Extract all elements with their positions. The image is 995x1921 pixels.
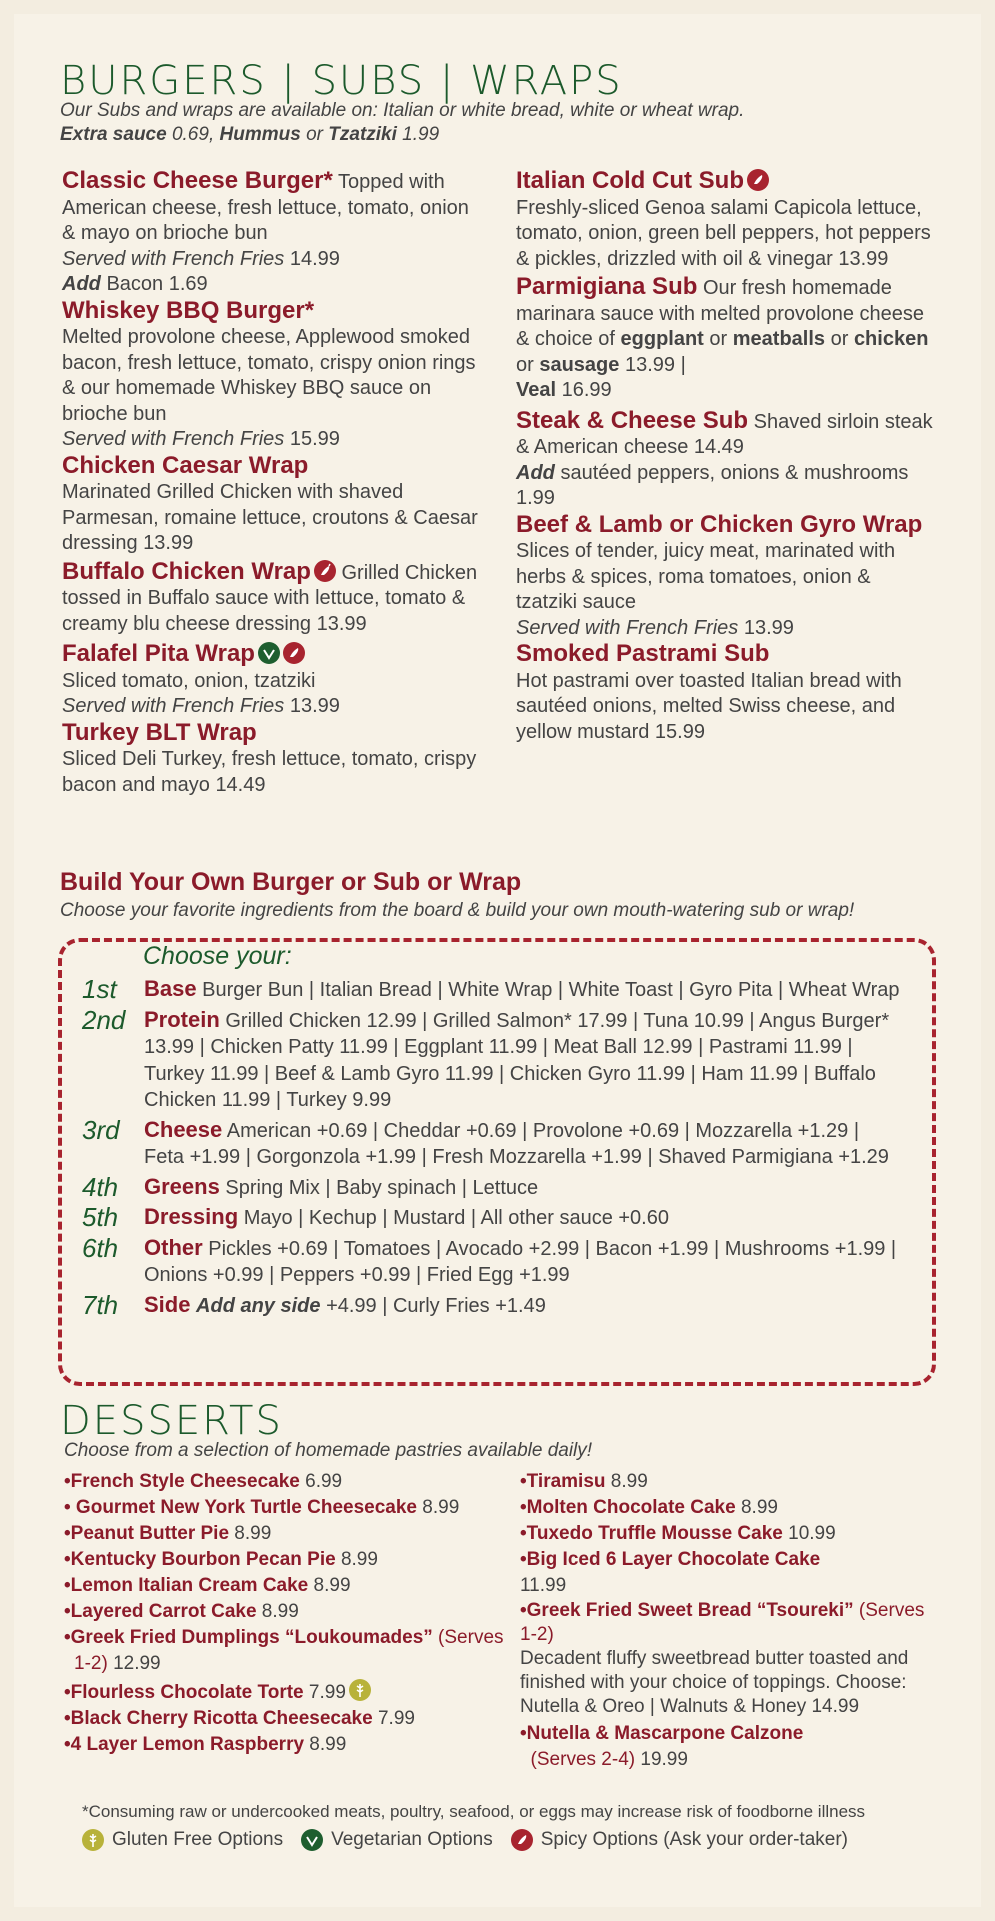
served-with: Served with French Fries	[62, 428, 285, 450]
burgers-subtitle: Our Subs and wraps are available on: Italian or white bread, white or wheat wrap.	[60, 100, 745, 121]
item-name: Turkey BLT Wrap	[62, 718, 257, 746]
or-text: or	[516, 353, 540, 376]
tzatziki-price: 1.99	[396, 124, 440, 145]
item-name: Buffalo Chicken Wrap	[62, 557, 311, 585]
item-name: Beef & Lamb or Chicken Gyro Wrap	[516, 510, 923, 538]
dessert-price: 19.99	[635, 1749, 688, 1770]
item-price: 13.99	[738, 616, 794, 639]
step-options: Spring Mix | Baby spinach | Lettuce	[219, 1176, 539, 1199]
step-number: 2nd	[82, 1004, 126, 1035]
menu-item-buffalo-chicken-wrap	[62, 559, 480, 638]
spicy-pepper-icon	[747, 169, 769, 191]
add-text: sautéed peppers, onions & mushrooms 1.99	[516, 461, 909, 509]
vegetarian-leaf-icon	[258, 642, 280, 664]
dessert-item	[520, 1469, 930, 1495]
menu-item-turkey-blt-wrap	[62, 720, 480, 799]
item-name: Chicken Caesar Wrap	[62, 451, 309, 479]
dessert-item	[520, 1547, 930, 1599]
dessert-item	[520, 1495, 930, 1521]
dessert-item	[64, 1573, 504, 1599]
item-description: Shaved sirloin steak & American cheese 14.49	[516, 410, 933, 458]
extra-sauce-label: Extra sauce	[60, 124, 167, 145]
step-options: American +0.69 | Cheddar +0.69 | Provolone +0.69 | Mozzarella +1.29 | Feta +1.99 | Gorgonzola +1.99 | Fresh Mozzarella +1.99 | Shaved Parmigiana +1.29	[144, 1119, 889, 1168]
dessert-item	[520, 1521, 930, 1547]
dessert-price: 8.99	[229, 1523, 272, 1544]
dessert-item	[520, 1721, 930, 1773]
eggplant-option: eggplant	[620, 328, 704, 350]
gluten-free-wheat-icon	[349, 1679, 371, 1701]
step-options: +4.99 | Curly Fries +1.49	[320, 1294, 546, 1317]
dessert-item	[64, 1599, 504, 1625]
menu-item-steak-cheese-sub	[516, 408, 936, 512]
burgers-right-column	[516, 168, 936, 745]
gluten-free-wheat-icon	[82, 1829, 104, 1851]
step-label: Side	[144, 1291, 191, 1317]
dessert-name: •4 Layer Lemon Raspberry	[64, 1734, 305, 1755]
item-description: Freshly-sliced Genoa salami Capicola lettuce, tomato, onion, green bell peppers, hot peppers & pickles, drizzled with oil & vinegar 13.99	[516, 196, 931, 270]
or-text: or	[703, 328, 733, 350]
item-description: Slices of tender, juicy meat, marinated with herbs & spices, roma tomatoes, onion & tzatziki sauce	[516, 540, 896, 613]
spicy-pepper-icon	[511, 1829, 533, 1851]
dessert-name: •Lemon Italian Cream Cake	[64, 1575, 309, 1596]
dessert-price: 7.99	[303, 1682, 346, 1703]
veal-option: Veal	[516, 379, 557, 401]
dessert-name: •Tuxedo Truffle Mousse Cake	[520, 1523, 783, 1544]
served-with: Served with French Fries	[62, 695, 285, 717]
add-text: Bacon 1.69	[100, 273, 208, 295]
item-name: Whiskey BBQ Burger*	[62, 296, 315, 324]
menu-item-parmigiana-sub	[516, 274, 936, 404]
step-label: Dressing	[144, 1204, 239, 1229]
served-with: Served with French Fries	[62, 247, 285, 270]
step-label: Base	[144, 976, 197, 1001]
item-description: Sliced Deli Turkey, fresh lettuce, tomato, crispy bacon and mayo 14.49	[62, 748, 477, 796]
dessert-item	[64, 1679, 504, 1706]
burgers-left-column	[62, 168, 480, 798]
dessert-item	[64, 1547, 504, 1573]
dessert-price: 8.99	[304, 1734, 347, 1755]
choose-your-label: Choose your:	[143, 942, 292, 970]
item-description: Sliced tomato, onion, tzatziki	[62, 669, 316, 692]
byo-title: Build Your Own Burger or Sub or Wrap	[60, 868, 522, 896]
item-name: Falafel Pita Wrap	[62, 640, 255, 667]
dessert-serves: (Serves 1-2)	[74, 1627, 504, 1674]
step-options: Grilled Chicken 12.99 | Grilled Salmon* 17.99 | Tuna 10.99 | Angus Burger* 13.99 | Chicken Patty 11.99 | Eggplant 11.99 | Meat Ball 12.99 | Pastrami 11.99 | Turkey 11.99 | Beef & Lamb Gyro 11.99 | Chicken Gyro 11.99 | Ham 11.99 | Buffalo Chicken 11.99 | Turkey 9.99	[144, 1009, 890, 1111]
dessert-item	[64, 1495, 504, 1521]
item-price: 13.99 |	[619, 353, 686, 376]
dessert-serves: (Serves 1-2)	[520, 1600, 925, 1645]
item-price: 13.99	[284, 695, 340, 717]
vegetarian-leaf-icon	[301, 1829, 323, 1851]
step-label: Protein	[144, 1006, 220, 1032]
step-options: Burger Bun | Italian Bread | White Wrap | White Toast | Gyro Pita | Wheat Wrap	[196, 979, 900, 1001]
byo-steps	[82, 976, 902, 1322]
consumption-disclaimer: *Consuming raw or undercooked meats, poultry, seafood, or eggs may increase risk of foodborne illness	[82, 1802, 866, 1821]
item-name: Italian Cold Cut Sub	[516, 167, 744, 194]
byo-step-base	[82, 976, 902, 1004]
dessert-name: •Layered Carrot Cake	[64, 1601, 257, 1622]
item-name: Classic Cheese Burger*	[62, 167, 333, 194]
desserts-section-title: DESSERTS	[60, 1398, 283, 1444]
step-options: Mayo | Kechup | Mustard | All other sauce +0.60	[238, 1207, 669, 1229]
dessert-name: •Greek Fried Sweet Bread “Tsoureki”	[520, 1600, 854, 1621]
sausage-option: sausage	[539, 353, 620, 376]
dessert-price: 8.99	[308, 1575, 351, 1596]
dessert-item	[520, 1599, 930, 1719]
desserts-left-column	[64, 1469, 504, 1758]
dessert-name: •Nutella & Mascarpone Calzone	[520, 1723, 804, 1744]
add-label: Add	[516, 461, 555, 484]
item-description: Our fresh homemade marinara sauce with melted provolone cheese & choice of	[516, 277, 924, 350]
item-name: Smoked Pastrami Sub	[516, 640, 770, 667]
dessert-price: 8.99	[605, 1471, 648, 1492]
menu-item-classic-cheese-burger	[62, 168, 480, 298]
desserts-subtitle: Choose from a selection of homemade pastries available daily!	[64, 1440, 593, 1461]
step-options: Pickles +0.69 | Tomatoes | Avocado +2.99 | Bacon +1.99 | Mushrooms +1.99 | Onions +0.99 | Peppers +0.99 | Fried Egg +1.99	[144, 1237, 897, 1286]
step-label: Greens	[144, 1173, 220, 1199]
item-description: Hot pastrami over toasted Italian bread with sautéed onions, melted Swiss cheese, and yellow mustard 15.99	[516, 669, 902, 743]
menu-item-falafel-pita-wrap	[62, 641, 480, 720]
dessert-name: •Tiramisu	[520, 1471, 606, 1492]
byo-step-other	[82, 1232, 902, 1289]
dessert-name: •French Style Cheesecake	[64, 1471, 300, 1492]
dessert-description: Decadent fluffy sweetbread butter toasted and finished with your choice of toppings. Choose: Nutella & Oreo | Walnuts & Honey 14.99	[520, 1648, 909, 1717]
spicy-pepper-icon	[314, 560, 336, 582]
hummus-label: Hummus	[219, 124, 301, 145]
chicken-option: chicken	[853, 328, 929, 350]
item-description: Grilled Chicken tossed in Buffalo sauce with lettuce, tomato & creamy blu cheese dressing 13.99	[62, 561, 478, 635]
byo-subtitle: Choose your favorite ingredients from the board & build your own mouth-watering sub or wrap!	[60, 900, 855, 921]
dessert-item	[64, 1625, 504, 1677]
item-name: Parmigiana Sub	[516, 273, 698, 300]
dessert-name: •Molten Chocolate Cake	[520, 1497, 736, 1518]
or-text: or	[300, 124, 329, 145]
or-text: or	[825, 328, 854, 350]
byo-step-dressing	[82, 1204, 902, 1232]
menu-item-italian-cold-cut-sub	[516, 168, 936, 272]
step-number: 5th	[82, 1202, 119, 1232]
dessert-price: 8.99	[735, 1497, 778, 1518]
dessert-name: • Gourmet New York Turtle Cheesecake	[64, 1497, 418, 1518]
dessert-name: •Peanut Butter Pie	[64, 1523, 230, 1544]
step-label: Other	[144, 1234, 203, 1260]
dessert-price: 11.99	[520, 1575, 567, 1596]
step-label: Cheese	[144, 1116, 223, 1142]
add-any-side: Add any side	[196, 1294, 321, 1317]
served-with: Served with French Fries	[516, 616, 739, 639]
dessert-name: •Big Iced 6 Layer Chocolate Cake	[520, 1549, 821, 1570]
menu-item-gyro-wrap	[516, 512, 936, 642]
legend-gluten-free	[82, 1829, 283, 1851]
menu-item-chicken-caesar-wrap	[62, 453, 480, 557]
item-description: Melted provolone cheese, Applewood smoked bacon, fresh lettuce, tomato, crispy onion rings & our homemade Whiskey BBQ sauce on brioche bun	[62, 326, 476, 425]
tzatziki-label: Tzatziki	[328, 124, 397, 145]
dessert-price: 8.99	[256, 1601, 299, 1622]
step-number: 1st	[82, 974, 117, 1004]
burgers-extras-line	[60, 124, 439, 146]
icon-legend	[82, 1829, 866, 1851]
dessert-item	[64, 1521, 504, 1547]
dessert-name: •Greek Fried Dumplings “Loukoumades”	[64, 1627, 433, 1648]
menu-item-smoked-pastrami-sub	[516, 641, 936, 745]
legend-vegetarian	[301, 1829, 493, 1851]
dessert-name: •Kentucky Bourbon Pecan Pie	[64, 1549, 336, 1570]
item-name: Steak & Cheese Sub	[516, 406, 749, 434]
legend-label: Gluten Free Options	[112, 1829, 284, 1850]
dessert-item	[64, 1469, 504, 1495]
byo-step-side	[82, 1289, 902, 1320]
dessert-price: 10.99	[782, 1523, 836, 1544]
step-number: 6th	[82, 1232, 119, 1263]
item-description: Marinated Grilled Chicken with shaved Parmesan, romaine lettuce, croutons & Caesar dressing 13.99	[62, 481, 478, 554]
add-label: Add	[62, 273, 101, 295]
byo-step-protein	[82, 1004, 902, 1114]
item-price: 15.99	[284, 428, 340, 450]
item-price: 14.99	[284, 247, 340, 270]
dessert-item	[64, 1732, 504, 1758]
dessert-price: 7.99	[372, 1708, 415, 1729]
dessert-price: 8.99	[417, 1497, 460, 1518]
legend-spicy	[511, 1829, 848, 1851]
dessert-serves: (Serves 2-4)	[525, 1749, 636, 1770]
spicy-pepper-icon	[283, 642, 305, 664]
step-number: 3rd	[82, 1114, 120, 1145]
dessert-name: •Flourless Chocolate Torte	[64, 1682, 304, 1703]
dessert-price: 8.99	[335, 1549, 378, 1570]
veal-price: 16.99	[556, 379, 612, 401]
dessert-price: 6.99	[299, 1471, 343, 1492]
meatballs-option: meatballs	[732, 328, 826, 350]
step-number: 7th	[82, 1289, 119, 1320]
dessert-item	[64, 1706, 504, 1732]
menu-item-whiskey-bbq-burger	[62, 298, 480, 453]
step-number: 4th	[82, 1171, 119, 1202]
legend-label: Spicy Options (Ask your order-taker)	[540, 1829, 848, 1850]
byo-step-cheese	[82, 1114, 902, 1171]
burgers-section-title: BURGERS | SUBS | WRAPS	[60, 58, 623, 104]
item-description: Topped with American cheese, fresh lettuce, tomato, onion & mayo on brioche bun	[62, 171, 469, 244]
dessert-price: 12.99	[107, 1653, 161, 1674]
byo-step-greens	[82, 1171, 902, 1202]
extra-sauce-price: 0.69,	[166, 124, 220, 145]
desserts-right-column	[520, 1469, 930, 1773]
legend-label: Vegetarian Options	[331, 1829, 493, 1850]
dessert-name: •Black Cherry Ricotta Cheesecake	[64, 1708, 373, 1729]
